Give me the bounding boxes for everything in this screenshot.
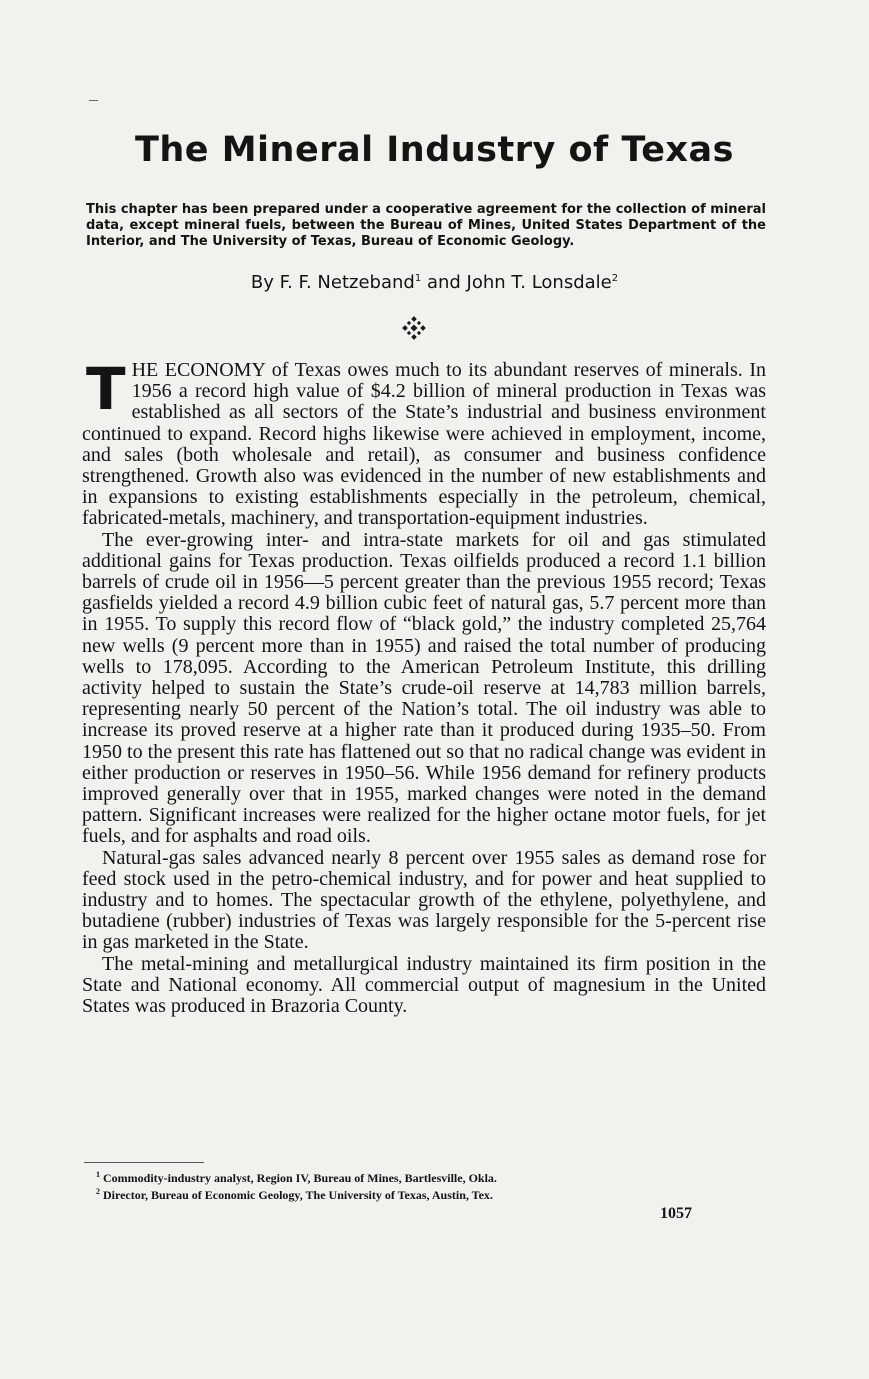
byline-prefix: By bbox=[250, 272, 280, 293]
margin-dash bbox=[89, 100, 98, 101]
byline-connector: and bbox=[421, 272, 467, 293]
footnotes bbox=[96, 1168, 716, 1202]
diamond-ornament-icon bbox=[402, 316, 426, 340]
author-2-footnote-ref: 2 bbox=[611, 273, 619, 284]
footnote-2 bbox=[96, 1185, 716, 1202]
paragraph-3: Natural-gas sales advanced nearly 8 percent over 1955 sales as demand rose for feed stock used in the petro-chemical industry, and for power and heat supplied to industry and to homes. The spectacular growth of the ethylene, polyethylene, and butadiene (rubber) industries of Texas was largely responsible for the 5-percent rise in gas marketed in the State. bbox=[82, 846, 766, 954]
footnote-1-marker: 1 bbox=[96, 1170, 100, 1179]
paragraph-2: The ever-growing inter- and intra-state markets for oil and gas stimulated additional gains for Texas production. Texas oilfields produced a record 1.1 billion barrels of crude oil in 1956—5 percent greater than the previous 1955 record; Texas gasfields yielded a record 4.9 billion cubic feet of natural gas, 5.7 percent more than in 1955. To supply this record flow of “black gold,” the industry completed 25,764 new wells (9 percent more than in 1955) and raised the total number of producing wells to 178,095. According to the American Petroleum Institute, this drilling activity helped to sustain the State’s crude-oil reserve at 14,783 million barrels, representing nearly 50 percent of the Nation’s total. The oil industry was able to increase its proved reserve at a higher rate than it produced during 1935–50. From 1950 to the present this rate has flattened out so that no radical change was evident in either production or reserves in 1950–56. While 1956 demand for refinery products improved generally over that in 1955, marked changes were noted in the demand pattern. Significant increases were realized for the higher octane motor fuels, for jet fuels, and for asphalts and road oils. bbox=[82, 528, 766, 848]
page-title: The Mineral Industry of Texas bbox=[135, 130, 734, 170]
author-1: F. F. Netzeband bbox=[279, 272, 415, 293]
author-1-footnote-ref: 1 bbox=[414, 273, 422, 284]
footnote-1 bbox=[96, 1168, 716, 1185]
author-2: John T. Lonsdale bbox=[466, 272, 612, 293]
article-body bbox=[82, 355, 766, 1018]
paragraph-4: The metal-mining and metallurgical industry maintained its firm position in the State and National economy. All commercial output of magnesium in the United States was produced in Brazoria County. bbox=[82, 952, 766, 1018]
paragraph-1-text: HE ECONOMY of Texas owes much to its abundant reserves of minerals. In 1956 a record high value of $4.2 billion of mineral production in Texas was established as all sectors of the State’s industrial and business environment continued to expand. Record highs likewise were achieved in employment, income, and sales (both wholesale and retail), as consumer and business confidence strengthened. Growth also was evidenced in the number of new establishments and in expansions to existing establishments especially in the petroleum, chemical, fabricated-metals, machinery, and transportation-equipment industries. bbox=[82, 359, 766, 530]
footnote-rule bbox=[84, 1162, 204, 1163]
paragraph-1 bbox=[82, 355, 766, 530]
footnote-2-text: Director, Bureau of Economic Geology, The University of Texas, Austin, Tex. bbox=[103, 1188, 493, 1202]
intro-note: This chapter has been prepared under a cooperative agreement for the collection of mineral data, except mineral fuels, between the Bureau of Mines, United States Department of the Interior, and The University of Texas, Bureau of Economic Geology. bbox=[86, 202, 766, 249]
drop-cap: T bbox=[86, 355, 126, 423]
footnote-1-text: Commodity-industry analyst, Region IV, Bureau of Mines, Bartlesville, Okla. bbox=[103, 1171, 497, 1185]
page-number: 1057 bbox=[660, 1205, 692, 1222]
byline bbox=[0, 272, 869, 293]
footnote-2-marker: 2 bbox=[96, 1187, 100, 1196]
